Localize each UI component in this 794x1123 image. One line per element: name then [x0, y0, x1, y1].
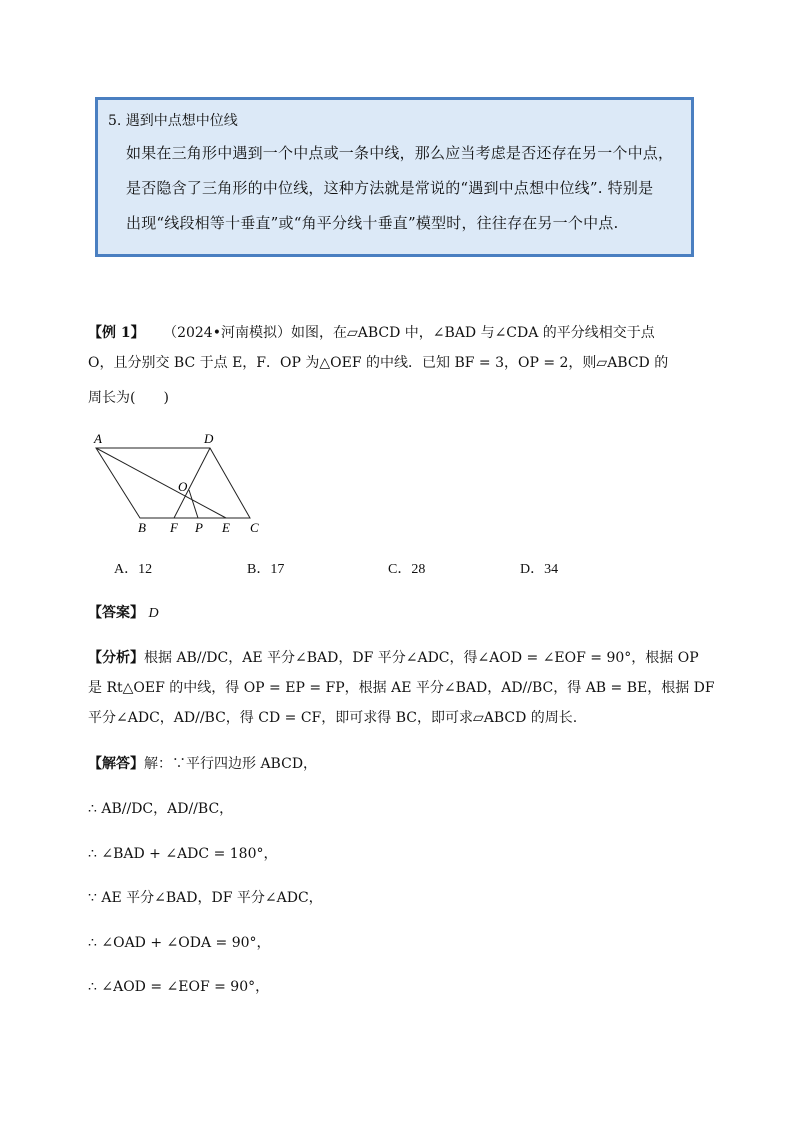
label-c: C	[250, 520, 259, 535]
segment-ae	[96, 448, 226, 518]
example-text-1: （2024•河南模拟）如图，在▱ABCD 中，∠BAD 与∠CDA 的平分线相交于点	[163, 325, 655, 341]
solution-step-3: ∵ AE 平分∠BAD，DF 平分∠ADC，	[88, 890, 323, 906]
option-a[interactable]: A．12	[114, 562, 153, 577]
solution-line-intro	[88, 753, 317, 773]
answer-tag: 【答案】	[88, 605, 144, 621]
label-f: F	[170, 520, 178, 535]
example-tag: 【例 1】	[88, 325, 145, 341]
label-p: P	[195, 520, 203, 535]
answer-line	[88, 602, 159, 622]
analysis-text-1: 根据 AB//DC，AE 平分∠BAD，DF 平分∠ADC，得∠AOD = ∠EOF = 90°，根据 OP	[144, 650, 699, 666]
parallelogram-figure	[88, 428, 278, 538]
solution-step-2: ∴ ∠BAD + ∠ADC = 180°，	[88, 846, 278, 862]
solution-step-1: ∴ AB//DC，AD//BC，	[88, 801, 234, 817]
option-d[interactable]: D．34	[520, 562, 559, 577]
box-title: 5. 遇到中点想中位线	[108, 113, 238, 129]
analysis-tag: 【分析】	[88, 650, 144, 666]
analysis-line-1	[88, 647, 699, 667]
example-line-2: O，且分别交 BC 于点 E，F．OP 为△OEF 的中线．已知 BF = 3，OP = 2，则▱ABCD 的	[88, 355, 669, 371]
box-text-line-1: 如果在三角形中遇到一个中点或一条中线，那么应当考虑是否还存在另一个中点，	[126, 144, 674, 162]
label-e: E	[222, 520, 230, 535]
label-b: B	[138, 520, 146, 535]
solution-step-5: ∴ ∠AOD = ∠EOF = 90°，	[88, 979, 270, 995]
box-text-line-3: 出现“线段相等十垂直”或“角平分线十垂直”模型时，往往存在另一个中点.	[126, 214, 619, 232]
solution-tag: 【解答】	[88, 756, 144, 772]
label-a: A	[94, 431, 102, 446]
solution-intro: 解：∵平行四边形 ABCD，	[144, 756, 318, 772]
answer-value: D	[148, 606, 159, 621]
label-d: D	[204, 431, 214, 446]
label-o: O	[178, 479, 188, 494]
box-text-line-2: 是否隐含了三角形的中位线，这种方法就是常说的“遇到中点想中位线”. 特别是	[126, 179, 654, 197]
example-line-3: 周长为( )	[88, 390, 169, 406]
option-c[interactable]: C．28	[388, 562, 426, 577]
segment-op	[189, 490, 198, 518]
info-box	[95, 97, 694, 257]
analysis-line-3: 平分∠ADC，AD//BC，得 CD = CF，即可求得 BC，即可求▱ABCD 的周长.	[88, 710, 578, 726]
solution-step-4: ∴ ∠OAD + ∠ODA = 90°，	[88, 935, 271, 951]
example-line-1	[88, 322, 655, 342]
analysis-line-2: 是 Rt△OEF 的中线，得 OP = EP = FP，根据 AE 平分∠BAD，AD//BC，得 AB = BE，根据 DF	[88, 680, 715, 696]
parallelogram-abcd	[96, 448, 250, 518]
option-b[interactable]: B．17	[247, 562, 285, 577]
